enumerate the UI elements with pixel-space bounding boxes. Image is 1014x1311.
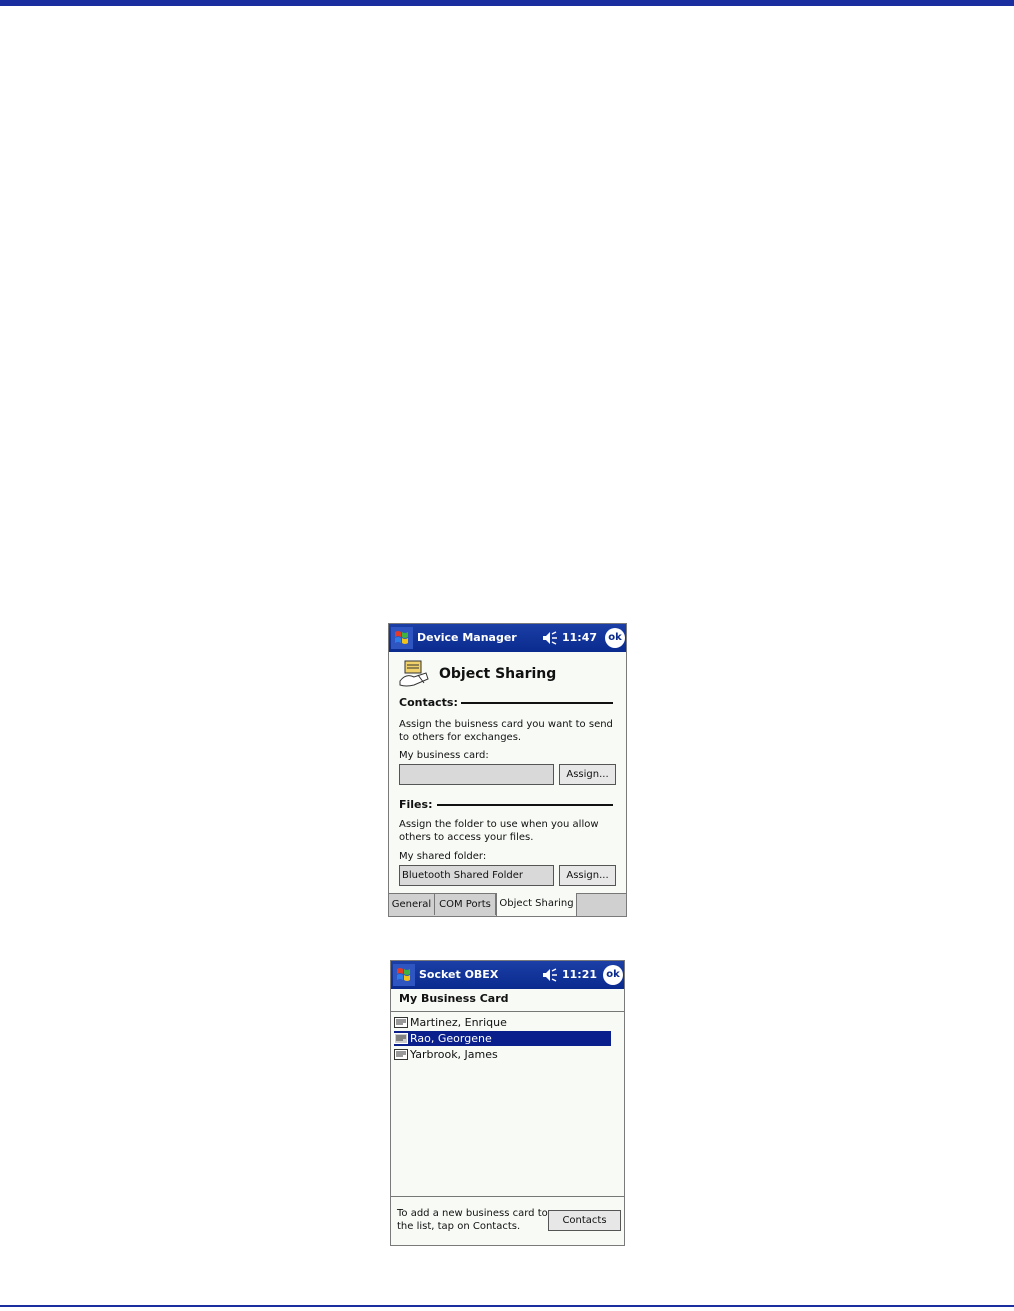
- business-card-icon: [394, 1049, 408, 1060]
- title-bar: [391, 961, 624, 989]
- contacts-button[interactable]: Contacts: [548, 1210, 621, 1231]
- windows-start-icon[interactable]: [391, 627, 413, 649]
- list-item-selected[interactable]: Rao, Georgene: [394, 1031, 611, 1046]
- contact-list: [391, 1013, 625, 1196]
- files-section-label: Files:: [399, 798, 433, 811]
- clock[interactable]: 11:47: [562, 631, 598, 644]
- tab-bar: [389, 893, 626, 916]
- contacts-section-label: Contacts:: [399, 696, 458, 709]
- business-card-label: My business card:: [399, 750, 489, 761]
- device-manager-screen: [388, 623, 627, 917]
- list-header: My Business Card: [399, 992, 509, 1005]
- shared-folder-label: My shared folder:: [399, 851, 487, 862]
- list-item[interactable]: Martinez, Enrique: [394, 1015, 544, 1030]
- business-card-field[interactable]: [399, 764, 554, 785]
- app-title: Socket OBEX: [419, 968, 499, 981]
- footer-divider: [391, 1196, 624, 1197]
- business-card-icon: [394, 1033, 408, 1044]
- shared-folder-field[interactable]: Bluetooth Shared Folder: [399, 865, 554, 886]
- contacts-divider: [461, 702, 613, 704]
- tab-com-ports[interactable]: COM Ports: [435, 894, 496, 915]
- windows-start-icon[interactable]: [393, 964, 415, 986]
- tab-general[interactable]: General: [389, 894, 435, 915]
- socket-obex-screen: [390, 960, 625, 1246]
- app-title: Device Manager: [417, 631, 517, 644]
- ok-button[interactable]: ok: [603, 965, 623, 985]
- assign-shared-folder-button[interactable]: Assign...: [559, 865, 616, 886]
- clock[interactable]: 11:21: [562, 968, 598, 981]
- contacts-description: Assign the buisness card you want to send to others for exchanges.: [399, 719, 613, 743]
- tab-object-sharing[interactable]: Object Sharing: [496, 893, 577, 916]
- business-card-icon: [394, 1017, 408, 1028]
- files-divider: [437, 804, 613, 806]
- ok-button[interactable]: ok: [605, 628, 625, 648]
- speaker-icon[interactable]: [542, 968, 558, 982]
- header-divider: [391, 1011, 624, 1012]
- files-description: Assign the folder to use when you allow others to access your files.: [399, 819, 599, 843]
- top-accent-bar: [0, 0, 1014, 6]
- speaker-icon[interactable]: [542, 631, 558, 645]
- add-card-hint: To add a new business card to the list, tap on Contacts.: [397, 1208, 548, 1232]
- assign-business-card-button[interactable]: Assign...: [559, 764, 616, 785]
- title-bar: [389, 624, 626, 652]
- bottom-divider: [0, 1305, 1014, 1307]
- page-title: Object Sharing: [439, 666, 557, 682]
- object-sharing-icon: [398, 659, 430, 689]
- list-item[interactable]: Yarbrook, James: [394, 1047, 544, 1062]
